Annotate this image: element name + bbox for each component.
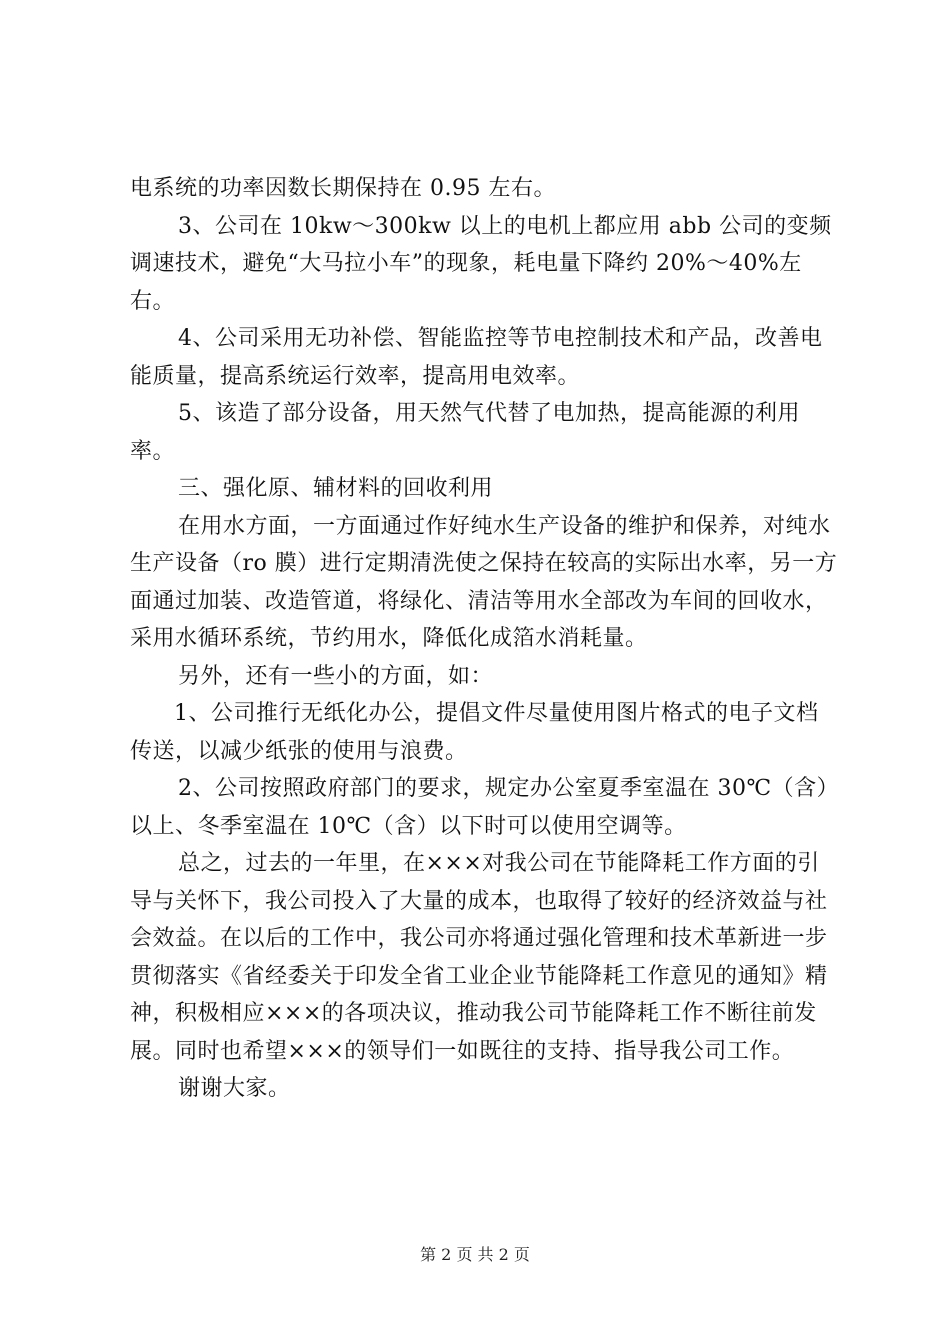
paragraph-6: 另外，还有一些小的方面，如： (178, 663, 494, 689)
document-body (130, 170, 840, 1108)
paragraph-7: 1、公司推行无纸化办公，提倡文件尽量使用图片格式的电子文档传送，以减少纸张的使用与浪费。 (130, 701, 819, 764)
paragraph-2: 3、公司在 10kw～300kw 以上的电机上都应用 abb 公司的变频调速技术，避免“大马拉小车”的现象，耗电量下降约 20%～40%左右。 (130, 213, 832, 314)
paragraph-8: 2、公司按照政府部门的要求，规定办公室夏季室温在 30℃（含）以上、冬季室温在 10℃（含）以下时可以使用空调等。 (130, 776, 840, 839)
paragraph-5: 在用水方面，一方面通过作好纯水生产设备的维护和保养，对纯水生产设备（ro 膜）进行定期清洗使之保持在较高的实际出水率，另一方面通过加装、改造管道，将绿化、清洁等用水全部改为车间的回收水，采用水循环系统，节约用水，降低化成箔水消耗量。 (130, 513, 838, 651)
paragraph-1: 电系统的功率因数长期保持在 0.95 左右。 (130, 176, 556, 201)
section-heading: 三、强化原、辅材料的回收利用 (178, 476, 494, 501)
paragraph-3: 4、公司采用无功补偿、智能监控等节电控制技术和产品，改善电能质量，提高系统运行效率，提高用电效率。 (130, 326, 823, 389)
paragraph-4: 5、该造了部分设备，用天然气代替了电加热，提高能源的利用率。 (130, 401, 800, 464)
closing-line: 谢谢大家。 (178, 1076, 291, 1101)
paragraph-9: 总之，过去的一年里，在×××对我公司在节能降耗工作方面的引导与关怀下，我公司投入了大量的成本，也取得了较好的经济效益与社会效益。在以后的工作中，我公司亦将通过强化管理和技术革新进一步贯彻落实《省经委关于印发全省工业企业节能降耗工作意见的通知》精神，积极相应×××的各项决议，推动我公司节能降耗工作不断往前发展。同时也希望×××的领导们一如既往的支持、指导我公司工作。 (130, 851, 828, 1064)
page-footer: 第 2 页 共 2 页 (420, 1245, 530, 1264)
